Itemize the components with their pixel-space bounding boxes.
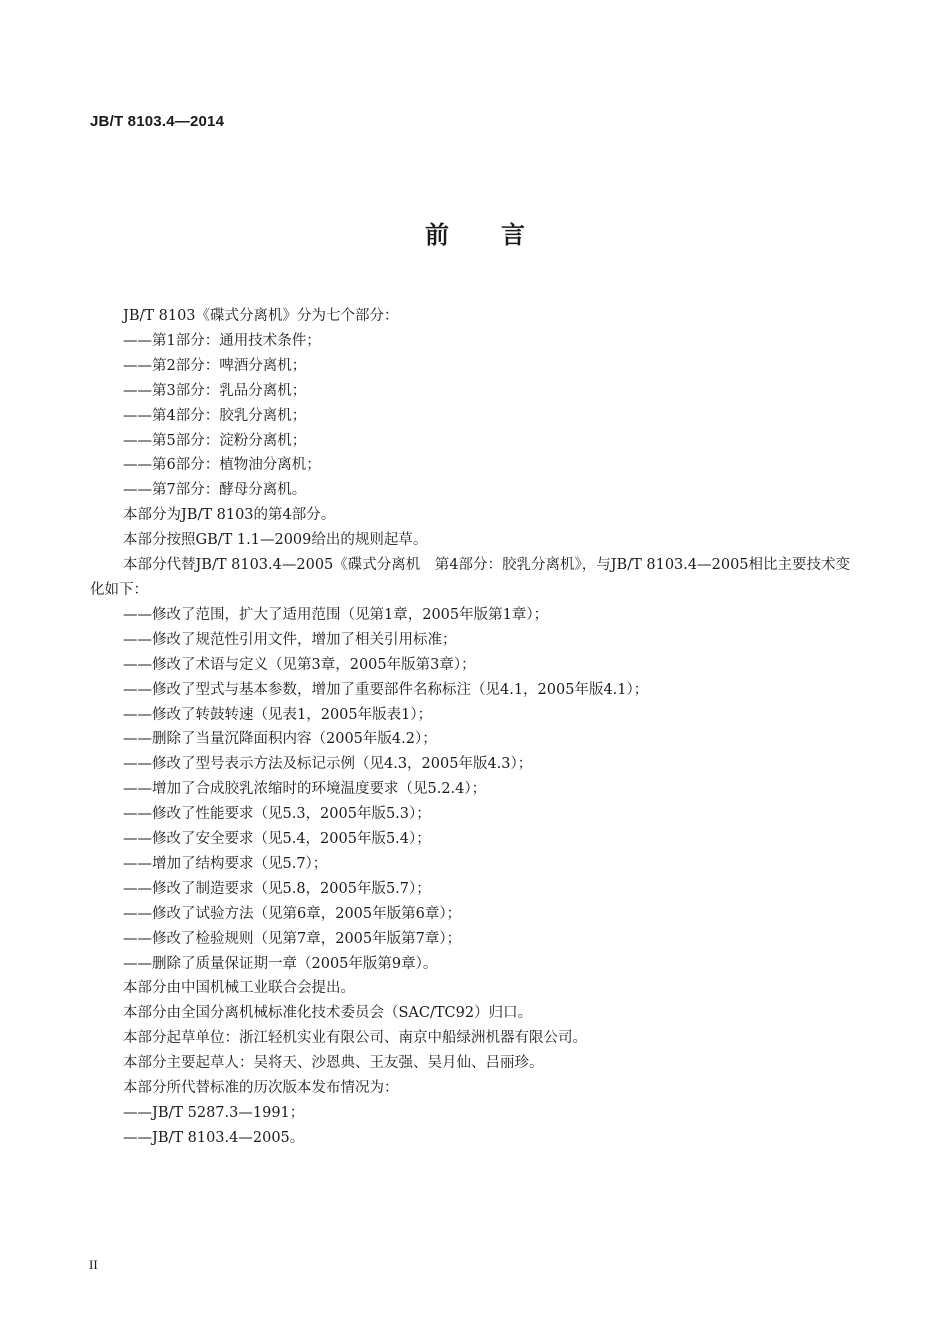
para-parts-intro: JB/T 8103《碟式分离机》分为七个部分： [123, 308, 399, 324]
list-item-change: ——删除了当量沉降面积内容（2005年版4.2）； [123, 731, 437, 748]
list-item-change: ——修改了检验规则（见第7章，2005年版第7章）； [123, 930, 462, 947]
list-item-part-1: ——第1部分：通用技术条件； [123, 332, 321, 349]
list-item-change: ——删除了质量保证期一章（2005年版第9章）。 [123, 955, 438, 972]
list-item-change: ——修改了安全要求（见5.4，2005年版5.4）； [123, 831, 431, 848]
list-item-change: ——修改了性能要求（见5.3，2005年版5.3）； [123, 806, 431, 823]
para-proposed-by: 本部分由中国机械工业联合会提出。 [123, 980, 355, 997]
list-item-edition: ——JB/T 5287.3—1991； [123, 1105, 305, 1121]
list-item-part-3: ——第3部分：乳品分离机； [123, 382, 307, 399]
list-item-part-6: ——第6部分：植物油分离机； [123, 457, 321, 474]
page-title: 前言 [425, 221, 577, 249]
list-item-edition: ——JB/T 8103.4—2005。 [123, 1129, 305, 1146]
list-item-part-4: ——第4部分：胶乳分离机； [123, 407, 307, 424]
list-item-change: ——增加了结构要求（见5.7）； [123, 855, 328, 872]
para-this-part: 本部分为JB/T 8103的第4部分。 [123, 507, 336, 524]
standard-code: JB/T 8103.4—2014 [90, 113, 225, 130]
list-item-change: ——修改了规范性引用文件，增加了相关引用标准； [123, 631, 457, 648]
list-item-change: ——修改了试验方法（见第6章，2005年版第6章）； [123, 905, 462, 922]
list-item-change: ——修改了范围，扩大了适用范围（见第1章，2005年版第1章）； [123, 606, 549, 623]
para-previous-editions: 本部分所代替标准的历次版本发布情况为： [123, 1080, 399, 1097]
para-drafters: 本部分主要起草人：吴将天、沙恩典、王友强、吴月仙、吕丽珍。 [123, 1055, 544, 1072]
list-item-change: ——修改了型式与基本参数，增加了重要部件名称标注（见4.1，2005年版4.1）； [123, 681, 649, 698]
para-drafting-rules: 本部分按照GB/T 1.1—2009给出的规则起草。 [123, 532, 428, 549]
para-under-jurisdiction: 本部分由全国分离机械标准化技术委员会（SAC/TC92）归口。 [123, 1005, 533, 1022]
foreword-body [90, 304, 850, 1151]
list-item-part-7: ——第7部分：酵母分离机。 [123, 482, 307, 499]
list-item-part-5: ——第5部分：淀粉分离机； [123, 432, 307, 449]
list-item-change: ——增加了合成胶乳浓缩时的环境温度要求（见5.2.4）； [123, 781, 487, 798]
list-item-part-2: ——第2部分：啤酒分离机； [123, 357, 307, 374]
para-drafting-units: 本部分起草单位：浙江轻机实业有限公司、南京中船绿洲机器有限公司。 [123, 1030, 587, 1047]
page-number: II [89, 1257, 98, 1272]
list-item-change: ——修改了转鼓转速（见表1，2005年版表1）； [123, 706, 433, 723]
list-item-change: ——修改了制造要求（见5.8，2005年版5.7）； [123, 880, 431, 897]
list-item-change: ——修改了术语与定义（见第3章，2005年版第3章）； [123, 656, 476, 673]
list-item-change: ——修改了型号表示方法及标记示例（见4.3，2005年版4.3）； [123, 756, 533, 773]
para-replaces: 本部分代替JB/T 8103.4—2005《碟式分离机 第4部分：胶乳分离机》，与JB/T 8103.4—2005相比主要技术变化如下： [90, 557, 851, 598]
